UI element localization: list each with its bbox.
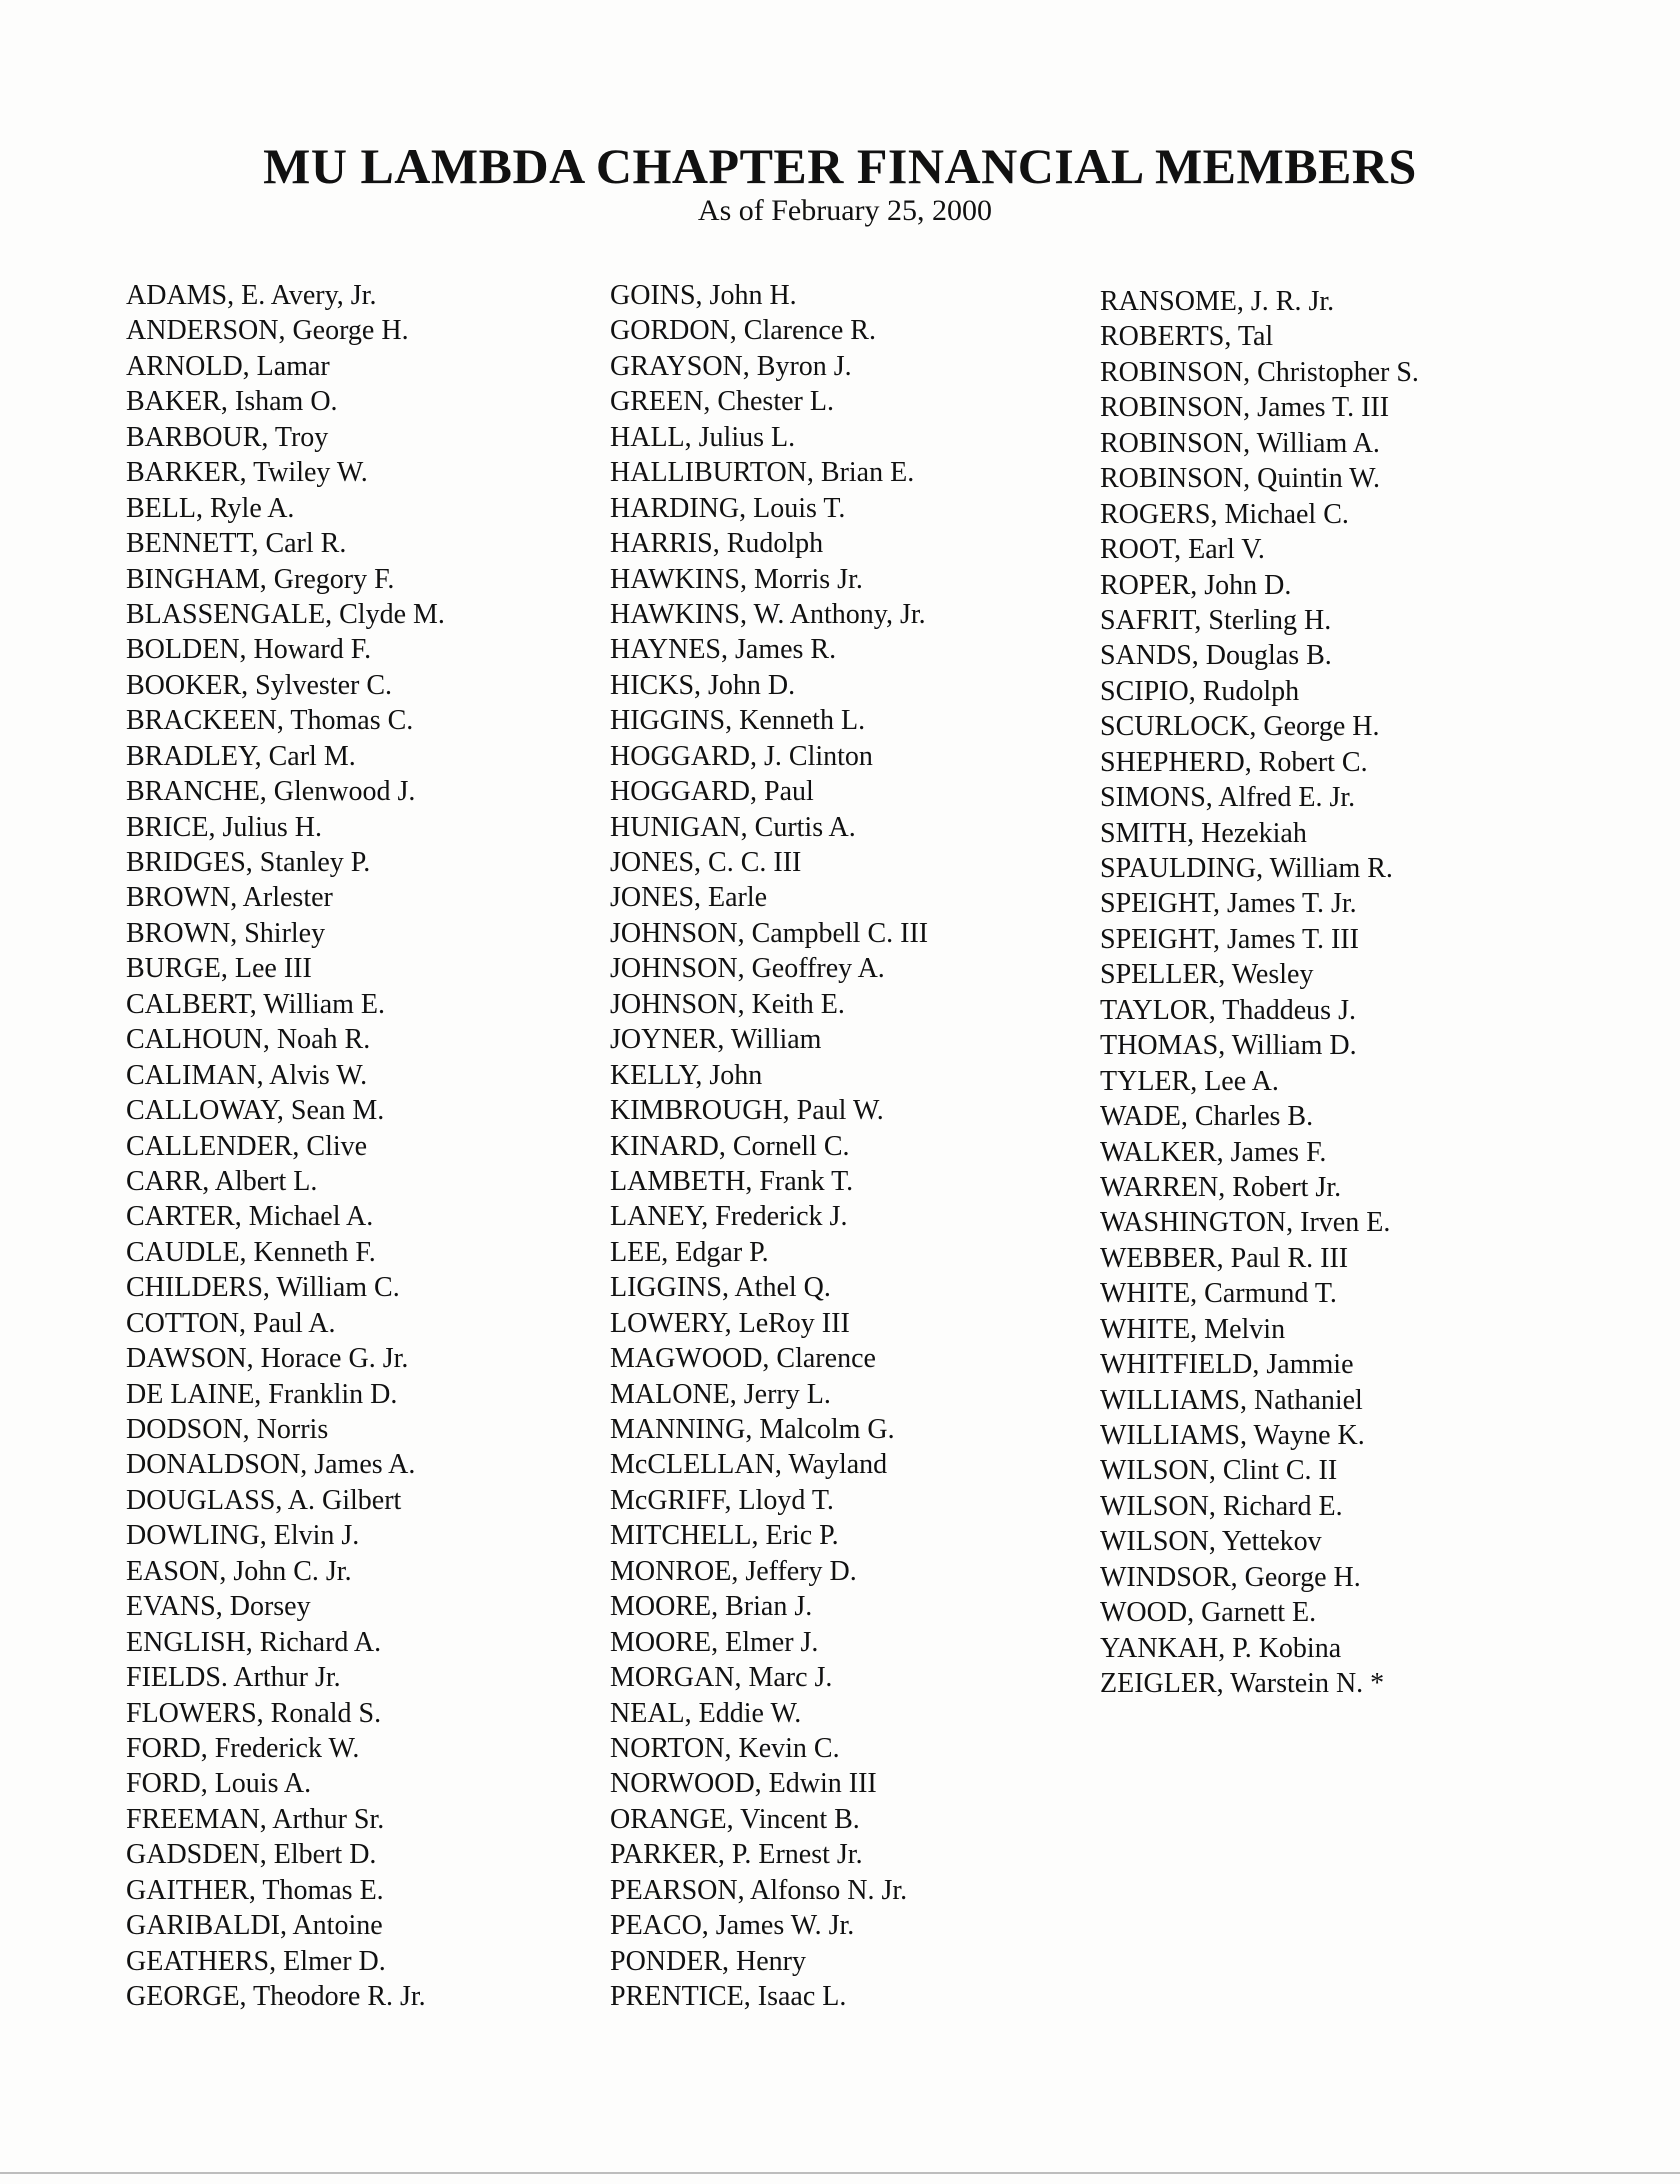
member-name: CALHOUN, Noah R.	[126, 1024, 371, 1056]
member-name: ARNOLD, Lamar	[126, 350, 330, 382]
member-name: WILSON, Clint C. II	[1100, 1455, 1338, 1487]
member-name: BOLDEN, Howard F.	[126, 634, 372, 666]
member-name: HOGGARD, J. Clinton	[610, 740, 873, 772]
member-name: GOINS, John H.	[610, 280, 797, 311]
member-name: McGRIFF, Lloyd T.	[610, 1484, 834, 1516]
member-name: SANDS, Douglas B.	[1100, 640, 1332, 672]
member-name: JOHNSON, Keith E.	[610, 988, 845, 1020]
page-title: MU LAMBDA CHAPTER FINANCIAL MEMBERS	[263, 138, 1417, 194]
member-name: CAUDLE, Kenneth F.	[126, 1236, 376, 1268]
member-name: NEAL, Eddie W.	[610, 1697, 802, 1729]
member-name: GEATHERS, Elmer D.	[126, 1945, 386, 1977]
member-name: BARKER, Twiley W.	[126, 457, 368, 489]
member-name: KELLY, John	[610, 1059, 763, 1091]
member-name: FIELDS. Arthur Jr.	[126, 1662, 341, 1694]
member-name: ROBERTS, Tal	[1100, 321, 1274, 353]
member-name: PRENTICE, Isaac L.	[610, 1981, 847, 2012]
member-name: MOORE, Elmer J.	[610, 1626, 819, 1658]
member-name: SPEIGHT, James T. III	[1100, 923, 1359, 955]
member-name: NORTON, Kevin C.	[610, 1732, 840, 1764]
member-name: BROWN, Arlester	[126, 882, 333, 914]
member-name: FORD, Louis A.	[126, 1768, 312, 1800]
member-name: WHITE, Melvin	[1100, 1313, 1286, 1345]
member-name: DOWLING, Elvin J.	[126, 1520, 360, 1552]
member-name: JONES, C. C. III	[610, 847, 802, 878]
member-name: LOWERY, LeRoy III	[610, 1307, 850, 1339]
member-name: SPEIGHT, James T. Jr.	[1100, 888, 1357, 920]
member-name: BINGHAM, Gregory F.	[126, 563, 395, 595]
member-name: JOYNER, William	[610, 1024, 822, 1056]
member-name: EVANS, Dorsey	[126, 1591, 311, 1623]
member-name: JONES, Earle	[610, 882, 768, 914]
bottom-divider	[0, 2172, 1680, 2174]
member-name: ROBINSON, William A.	[1100, 427, 1380, 459]
member-name: SHEPHERD, Robert C.	[1100, 746, 1368, 778]
member-name: HARDING, Louis T.	[610, 492, 846, 524]
member-name: LEE, Edgar P.	[610, 1236, 769, 1268]
member-name: PEARSON, Alfonso N. Jr.	[610, 1874, 908, 1906]
member-name: HALL, Julius L.	[610, 421, 796, 453]
member-name: PEACO, James W. Jr.	[610, 1910, 855, 1942]
member-name: MAGWOOD, Clarence	[610, 1343, 876, 1375]
member-name: BELL, Ryle A.	[126, 492, 295, 524]
member-name: DOUGLASS, A. Gilbert	[126, 1484, 402, 1516]
member-name: SPAULDING, William R.	[1100, 853, 1393, 884]
member-name: HARRIS, Rudolph	[610, 528, 824, 560]
member-name: BENNETT, Carl R.	[126, 528, 347, 560]
member-name: DE LAINE, Franklin D.	[126, 1378, 398, 1410]
member-name: NORWOOD, Edwin III	[610, 1768, 877, 1800]
member-name: BRIDGES, Stanley P.	[126, 847, 371, 878]
member-name: SMITH, Hezekiah	[1100, 817, 1307, 849]
member-name: HAWKINS, Morris Jr.	[610, 563, 863, 595]
member-name: MITCHELL, Eric P.	[610, 1520, 839, 1552]
member-name: ROOT, Earl V.	[1100, 534, 1265, 566]
member-name: KINARD, Cornell C.	[610, 1130, 850, 1162]
member-name: ZEIGLER, Warstein N. *	[1100, 1668, 1385, 1700]
member-name: JOHNSON, Geoffrey A.	[610, 953, 885, 985]
member-name: HAYNES, James R.	[610, 634, 837, 666]
member-name: FLOWERS, Ronald S.	[126, 1697, 382, 1729]
member-name: GARIBALDI, Antoine	[126, 1910, 383, 1942]
member-name: McCLELLAN, Wayland	[610, 1449, 888, 1481]
page-subtitle-date: As of February 25, 2000	[697, 194, 993, 227]
member-name: MANNING, Malcolm G.	[610, 1414, 895, 1445]
member-name: WILSON, Yettekov	[1100, 1526, 1322, 1558]
member-name: EASON, John C. Jr.	[126, 1555, 352, 1587]
member-name: GAITHER, Thomas E.	[126, 1874, 384, 1906]
member-name: SPELLER, Wesley	[1100, 959, 1314, 991]
member-name: GREEN, Chester L.	[610, 386, 834, 418]
member-name: ADAMS, E. Avery, Jr.	[126, 280, 377, 311]
member-name: BLASSENGALE, Clyde M.	[126, 598, 445, 630]
member-name: HALLIBURTON, Brian E.	[610, 457, 915, 489]
member-name: ROBINSON, Quintin W.	[1100, 463, 1381, 495]
member-name: CARR, Albert L.	[126, 1165, 318, 1197]
member-name: ROGERS, Michael C.	[1100, 498, 1349, 530]
member-name: MALONE, Jerry L.	[610, 1378, 831, 1410]
member-name: ROPER, John D.	[1100, 569, 1292, 601]
member-name: WARREN, Robert Jr.	[1100, 1171, 1342, 1203]
member-name: CALLENDER, Clive	[126, 1130, 368, 1162]
member-name: GORDON, Clarence R.	[610, 315, 876, 347]
member-name: DODSON, Norris	[126, 1414, 329, 1445]
member-name: HOGGARD, Paul	[610, 776, 814, 808]
member-name: BRACKEEN, Thomas C.	[126, 705, 414, 737]
member-name: MORGAN, Marc J.	[610, 1662, 833, 1694]
member-name: WINDSOR, George H.	[1100, 1561, 1361, 1593]
member-name: PONDER, Henry	[610, 1945, 806, 1977]
member-name: COTTON, Paul A.	[126, 1307, 336, 1339]
member-name: CALLOWAY, Sean M.	[126, 1095, 385, 1127]
member-name: THOMAS, William D.	[1100, 1030, 1357, 1062]
member-name: WEBBER, Paul R. III	[1100, 1242, 1349, 1274]
member-name: WILLIAMS, Nathaniel	[1100, 1384, 1363, 1416]
member-name: BARBOUR, Troy	[126, 421, 329, 453]
member-name: SAFRIT, Sterling H.	[1100, 604, 1332, 636]
member-name: TAYLOR, Thaddeus J.	[1100, 994, 1356, 1026]
member-name: CALBERT, William E.	[126, 988, 386, 1020]
member-list-column-1	[126, 278, 445, 2014]
member-name: WOOD, Garnett E.	[1100, 1597, 1317, 1629]
member-list-column-3	[1100, 284, 1419, 1702]
member-name: DONALDSON, James A.	[126, 1449, 416, 1481]
member-name: BRICE, Julius H.	[126, 811, 323, 843]
member-name: TYLER, Lee A.	[1100, 1065, 1279, 1097]
member-name: WILSON, Richard E.	[1100, 1490, 1343, 1522]
member-name: RANSOME, J. R. Jr.	[1100, 286, 1335, 317]
member-name: CHILDERS, William C.	[126, 1272, 400, 1304]
member-name: HUNIGAN, Curtis A.	[610, 811, 856, 843]
member-name: ROBINSON, James T. III	[1100, 392, 1390, 424]
member-name: LANEY, Frederick J.	[610, 1201, 848, 1233]
member-name: HAWKINS, W. Anthony, Jr.	[610, 598, 926, 630]
member-name: WASHINGTON, Irven E.	[1100, 1207, 1391, 1239]
member-name: GRAYSON, Byron J.	[610, 350, 852, 382]
member-name: JOHNSON, Campbell C. III	[610, 917, 929, 949]
member-name: LIGGINS, Athel Q.	[610, 1272, 831, 1304]
member-name: WHITFIELD, Jammie	[1100, 1349, 1354, 1381]
member-name: SIMONS, Alfred E. Jr.	[1100, 782, 1356, 814]
member-name: MONROE, Jeffery D.	[610, 1555, 857, 1587]
member-name: WADE, Charles B.	[1100, 1101, 1314, 1133]
member-name: GEORGE, Theodore R. Jr.	[126, 1981, 426, 2012]
member-name: HICKS, John D.	[610, 669, 796, 701]
member-name: BRADLEY, Carl M.	[126, 740, 356, 772]
member-name: WHITE, Carmund T.	[1100, 1278, 1337, 1310]
member-name: FREEMAN, Arthur Sr.	[126, 1803, 385, 1835]
member-name: BURGE, Lee III	[126, 953, 312, 985]
member-name: GADSDEN, Elbert D.	[126, 1839, 377, 1871]
member-name: WALKER, James F.	[1100, 1136, 1327, 1168]
member-name: BROWN, Shirley	[126, 917, 326, 949]
member-name: MOORE, Brian J.	[610, 1591, 813, 1623]
member-name: ENGLISH, Richard A.	[126, 1626, 382, 1658]
member-name: DAWSON, Horace G. Jr.	[126, 1343, 409, 1375]
member-name: ORANGE, Vincent B.	[610, 1803, 860, 1835]
member-name: PARKER, P. Ernest Jr.	[610, 1839, 863, 1871]
member-name: ROBINSON, Christopher S.	[1100, 356, 1419, 388]
member-name: HIGGINS, Kenneth L.	[610, 705, 866, 737]
member-name: WILLIAMS, Wayne K.	[1100, 1420, 1365, 1451]
member-name: BAKER, Isham O.	[126, 386, 338, 418]
member-name: BOOKER, Sylvester C.	[126, 669, 392, 701]
member-name: LAMBETH, Frank T.	[610, 1165, 854, 1197]
member-name: BRANCHE, Glenwood J.	[126, 776, 416, 808]
member-list-column-2	[610, 278, 928, 2014]
member-name: FORD, Frederick W.	[126, 1732, 360, 1764]
member-name: KIMBROUGH, Paul W.	[610, 1095, 884, 1127]
member-name: YANKAH, P. Kobina	[1100, 1632, 1342, 1664]
member-name: ANDERSON, George H.	[126, 315, 409, 347]
member-name: SCURLOCK, George H.	[1100, 711, 1380, 743]
member-name: CALIMAN, Alvis W.	[126, 1059, 368, 1091]
member-name: SCIPIO, Rudolph	[1100, 675, 1300, 707]
member-name: CARTER, Michael A.	[126, 1201, 374, 1233]
